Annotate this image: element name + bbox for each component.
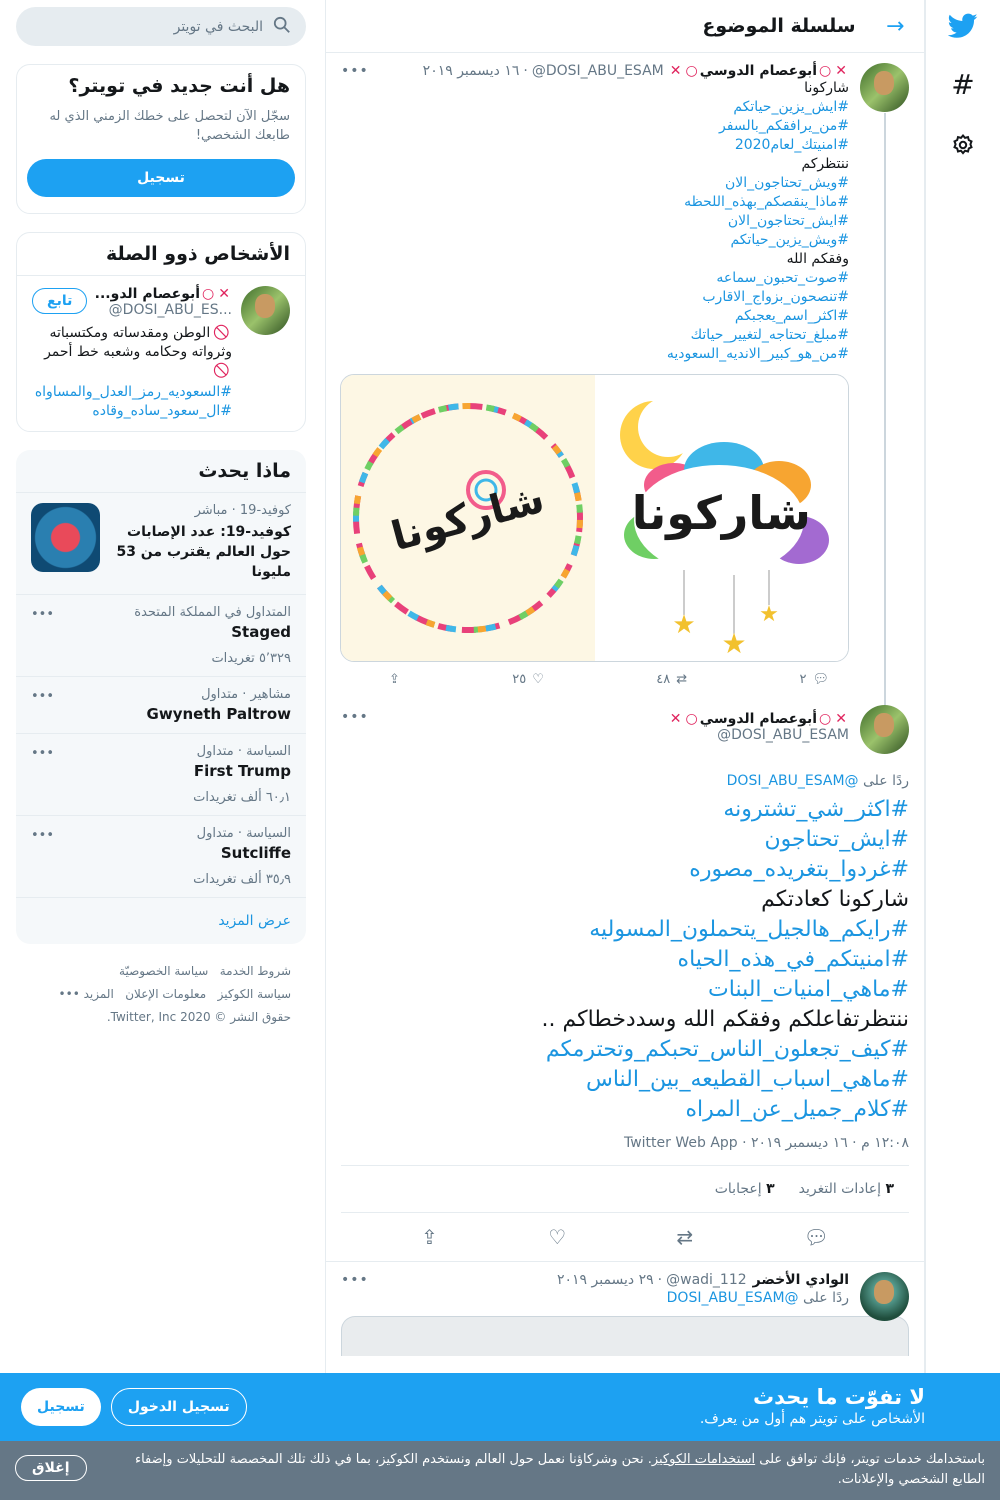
text-line: شاركونا <box>804 80 849 96</box>
x-emoji-icon: ✕ <box>835 63 847 79</box>
signup-button[interactable]: تسجيل <box>27 159 295 197</box>
tweet-2-focused <box>326 699 924 1151</box>
trend-more-icon[interactable]: ••• <box>31 607 55 622</box>
hashtag-link[interactable]: #ماذا_ينقصكم_بهذه_اللحظه <box>684 194 849 210</box>
ads-info-link[interactable]: معلومات الإعلان <box>125 987 207 1001</box>
cookie-banner <box>0 1441 1000 1500</box>
more-options-icon[interactable]: ••• <box>341 1272 369 1288</box>
share-icon: ⇪ <box>389 672 400 687</box>
focused-actions <box>326 1213 924 1261</box>
x-emoji-icon: ✕ <box>669 63 682 79</box>
bar-signup-button[interactable]: تسجيل <box>21 1388 101 1426</box>
search-icon <box>273 16 291 38</box>
separator: · <box>657 1272 663 1288</box>
hashtag-link[interactable]: #من_يرافقكم_بالسفر <box>719 118 849 134</box>
show-more-link[interactable]: عرض المزيد <box>16 897 306 944</box>
side-nav <box>925 0 1000 1500</box>
signup-card-title: هل أنت جديد في تويتر؟ <box>68 75 290 97</box>
author-name[interactable]: الوادي الأخضر <box>752 1272 849 1288</box>
thread-header <box>326 0 924 53</box>
author-name[interactable]: أبوعصام الدوسي <box>699 63 818 79</box>
text-line: وفقكم الله <box>786 251 849 267</box>
x-emoji-icon: ✕ <box>669 711 682 727</box>
reply-context: ردًا على @DOSI_ABU_ESAM <box>726 773 909 789</box>
bar-login-button[interactable]: تسجيل الدخول <box>111 1388 247 1426</box>
reply-context: ردًا على @DOSI_ABU_ESAM <box>666 1290 849 1306</box>
trend-more-icon[interactable]: ••• <box>31 689 55 704</box>
follow-button[interactable]: تابع <box>32 288 87 314</box>
retweet-icon[interactable]: ⇄ <box>676 1225 694 1249</box>
related-name[interactable]: أبوعصام الدو... <box>94 286 201 302</box>
search-box[interactable] <box>16 7 306 46</box>
x-emoji-icon: ✕ <box>218 286 230 302</box>
svg-text:★: ★ <box>672 610 696 640</box>
hashtag-link[interactable]: #كلام_جميل_عن_المراه <box>685 1097 909 1122</box>
tweet-date[interactable]: ١٦ ديسمبر ٢٠١٩ <box>422 63 520 79</box>
hashtag-link[interactable]: #ويش_يزين_حياتكم <box>730 232 849 248</box>
o-emoji-icon: ○ <box>202 286 215 302</box>
tweet-date[interactable]: ٢٩ ديسمبر ٢٠١٩ <box>556 1272 654 1288</box>
bottom-signup-bar <box>0 1373 1000 1441</box>
author-name[interactable]: أبوعصام الدوسي <box>699 711 818 727</box>
reply-icon[interactable]: 💬︎ <box>803 1225 829 1249</box>
thread-column <box>325 0 925 1500</box>
hashtag-link[interactable]: #ماهي_اسباب_القطيعه_بين_الناس <box>585 1067 909 1092</box>
related-handle[interactable]: @DOSI_ABU_ES... <box>108 302 232 318</box>
media-image-ring[interactable] <box>341 375 595 661</box>
avatar[interactable] <box>860 63 909 112</box>
trend-item[interactable]: السياسة · متداول Sutcliffe ٣٥٫٩ ألف تغريدات ••• <box>16 815 306 897</box>
back-arrow-icon[interactable]: ← <box>885 13 904 39</box>
tweet-actions <box>389 662 829 699</box>
avatar[interactable] <box>860 705 909 754</box>
trends-title: ماذا يحدث <box>198 460 291 482</box>
avatar[interactable] <box>241 286 290 335</box>
author-handle[interactable]: @DOSI_ABU_ESAM <box>531 63 664 79</box>
trends-card <box>16 450 306 944</box>
tweet-stats <box>326 1166 924 1212</box>
o-emoji-icon: ○ <box>819 711 832 727</box>
featured-trend[interactable]: كوفيد-19 · مباشر كوفيد-19: عدد الإصابات حول العالم يقترب من 53 مليونا <box>16 492 306 594</box>
page-title: سلسلة الموضوع <box>702 15 856 37</box>
explore-hashtag-icon[interactable]: # <box>951 67 975 101</box>
like-button[interactable]: ♡ ٢٥ <box>512 672 544 687</box>
cookie-text: باستخدامك خدمات تويتر، فإنك توافق على استخدامات الكوكيز. نحن وشركاؤنا نعمل حول العالم ونستخدم الكوكيز، بما في ذلك تلك المخصصة للتحليلات وإضفاء الطابع الشخصي والإعلانات. <box>134 1452 985 1487</box>
related-user[interactable] <box>17 276 305 431</box>
hashtag-link[interactable]: #امنيتكم_في_هذه_الحياه <box>677 947 909 972</box>
hashtag-link[interactable]: #ايش_تحتاجون <box>764 827 909 852</box>
more-link[interactable]: المزيد ••• <box>58 987 114 1001</box>
no-entry-icon: 🚫︎ <box>212 325 230 341</box>
hashtag-link[interactable]: #كيف_تجعلون_الناس_تحبكم_وتحترمكم <box>545 1037 909 1062</box>
related-bio-hashtags[interactable]: #السعوديه_رمز_العدل_والمساواه #ال_سعود_ساده_وقاده <box>34 384 232 419</box>
trend-list <box>16 594 306 897</box>
settings-gear-icon[interactable] <box>946 128 980 162</box>
related-bio: 🚫︎الوطن ومقدساته ومكتسباته وثرواته وحكامه وشعبه خط أحمر🚫︎ <box>44 325 232 379</box>
media-caption: شاركونا <box>631 486 811 540</box>
tweet-text <box>341 79 849 364</box>
share-icon[interactable]: ⇪ <box>421 1225 438 1249</box>
hashtag-link[interactable]: #اكثر_اسم_يعجبكم <box>734 308 849 324</box>
heart-icon[interactable]: ♡ <box>548 1225 567 1249</box>
retweet-button[interactable]: ⇄ ٤٨ <box>656 672 688 687</box>
hashtag-link[interactable]: #امنيتك_لعام2020 <box>734 137 849 153</box>
more-options-icon[interactable]: ••• <box>341 63 369 79</box>
terms-link[interactable]: شروط الخدمة <box>219 964 291 978</box>
signup-card <box>16 64 306 214</box>
hashtag-link[interactable]: #ايش_يزين_حياتكم <box>733 99 849 115</box>
virus-thumbnail <box>31 503 100 572</box>
hashtag-link[interactable]: #تنصحون_بزواج_الاقارب <box>702 289 849 305</box>
o-emoji-icon: ○ <box>819 63 832 79</box>
trend-item[interactable]: السياسة · متداول First Trump ٦٠٫١ ألف تغريدات ••• <box>16 733 306 815</box>
reply-icon: 💬︎ <box>812 672 829 687</box>
share-button[interactable] <box>389 672 400 687</box>
tweet-media[interactable] <box>340 374 849 662</box>
trend-item[interactable]: المتداول في المملكة المتحدة Staged ٥٬٣٢٩ تغريدات ••• <box>16 594 306 676</box>
sidebar <box>16 0 306 1045</box>
bar-title: لا تفوّت ما يحدث <box>753 1385 925 1409</box>
reply-to-link[interactable]: @DOSI_ABU_ESAM <box>726 773 859 789</box>
trend-more-icon[interactable]: ••• <box>31 746 55 761</box>
more-options-icon[interactable]: ••• <box>341 709 369 725</box>
tweet-timestamp[interactable]: ١٢:٠٨ م · ١٦ ديسمبر ٢٠١٩ · Twitter Web App <box>623 1135 909 1151</box>
tweet-text <box>341 795 909 1125</box>
privacy-link[interactable]: سياسة الخصوصيّة <box>119 964 209 978</box>
cookie-close-button[interactable]: إغلاق <box>15 1455 87 1481</box>
text-line: شاركونا كعادتكم <box>761 887 909 912</box>
likes-stat[interactable]: ٣ إعجابات <box>714 1181 775 1197</box>
svg-text:★: ★ <box>759 602 779 627</box>
hashtag-link[interactable]: #غردوا_بتغريده_مصوره <box>689 857 909 882</box>
hashtag-link[interactable]: #صوت_تحبون_سماعه <box>716 270 849 286</box>
tweet-3[interactable] <box>326 1262 924 1356</box>
twitter-logo-icon[interactable] <box>946 9 980 43</box>
related-people-card <box>16 232 306 432</box>
o-emoji-icon: ○ <box>685 711 698 727</box>
x-emoji-icon: ✕ <box>835 711 847 727</box>
cookies-link[interactable]: سياسة الكوكيز <box>217 987 291 1001</box>
trend-item[interactable]: مشاهير · متداول Gwyneth Paltrow ••• <box>16 676 306 733</box>
text-line: ننتظرتفاعلكم وفقكم الله وسددخطاكم .. <box>541 1007 909 1032</box>
svg-text:★: ★ <box>721 627 747 660</box>
retweet-icon: ⇄ <box>676 672 688 687</box>
hashtag-link[interactable]: #اكثر_شي_تشترونه <box>723 797 909 822</box>
hashtag-link[interactable]: #ويش_تحتاجون_الان <box>725 175 849 191</box>
avatar[interactable] <box>860 1272 909 1321</box>
reply-to-link[interactable]: @DOSI_ABU_ESAM <box>666 1290 799 1306</box>
hashtag-link[interactable]: #مبلغ_تحتاجه_لتغيير_حياتك <box>690 327 849 343</box>
copyright: حقوق النشر © 2020 Twitter, Inc. <box>106 1010 291 1024</box>
signup-card-text: سجّل الآن لتحصل على خطك الزمني الذي له طابعك الشخصي! <box>49 109 290 143</box>
cookie-policy-link[interactable]: استخدامات الكوكيز <box>651 1452 756 1467</box>
hashtag-link[interactable]: #رايكم_هالجيل_يتحملون_المسوليه <box>589 917 909 942</box>
reply-button[interactable]: 💬︎ ٢ <box>799 672 829 687</box>
tweet-1[interactable] <box>326 53 924 699</box>
bar-subtitle: الأشخاص على تويتر هم أول من يعرف. <box>699 1411 925 1427</box>
separator: · <box>523 63 528 79</box>
media-caption: شاركونا <box>386 475 549 561</box>
author-handle[interactable]: @DOSI_ABU_ESAM <box>717 727 849 743</box>
hashtag-link[interactable]: #ماهي_امنيات_البنات <box>708 977 909 1002</box>
text-line: ننتظركم <box>801 156 849 172</box>
no-entry-icon: 🚫︎ <box>212 363 230 379</box>
hashtag-link[interactable]: #ايش_تحتاجون_الان <box>727 213 849 229</box>
trend-more-icon[interactable]: ••• <box>31 828 55 843</box>
related-title: الأشخاص ذوو الصلة <box>17 233 305 276</box>
media-image-cloud[interactable] <box>595 375 849 661</box>
heart-icon: ♡ <box>532 672 544 687</box>
footer-links <box>16 944 306 1045</box>
search-input[interactable]: البحث في تويتر <box>173 18 263 35</box>
author-handle[interactable]: @wadi_112 <box>666 1272 747 1288</box>
tweet-media[interactable] <box>341 1316 909 1356</box>
o-emoji-icon: ○ <box>685 63 698 79</box>
hashtag-link[interactable]: #من_هو_كبير_الانديه_السعوديه <box>666 346 849 362</box>
retweets-stat[interactable]: ٣ إعادات التغريد <box>798 1181 894 1197</box>
